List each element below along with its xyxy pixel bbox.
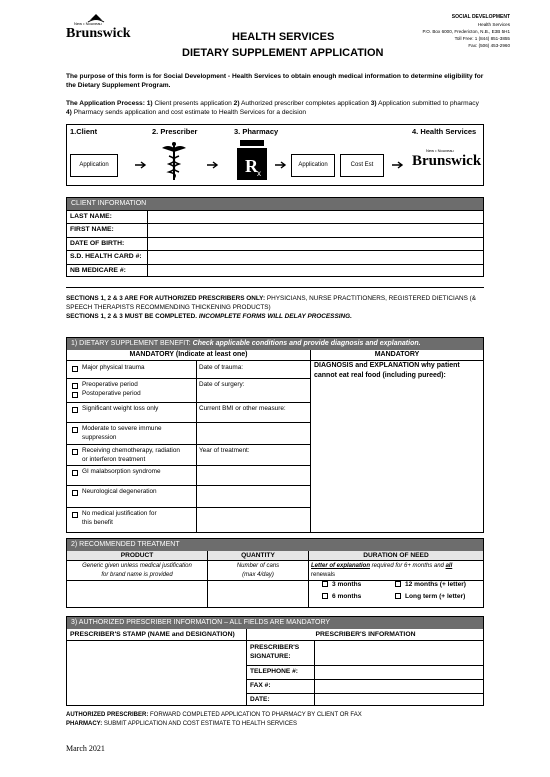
step-text: Client presents application — [154, 100, 232, 107]
section3-title-text: 3) AUTHORIZED PRESCRIBER INFORMATION – ALL FIELDS ARE MANDATORY — [71, 619, 331, 626]
section3-title — [67, 617, 483, 629]
revision-date: March 2021 — [66, 744, 105, 753]
logo-text: Brunswick — [412, 153, 482, 169]
section2-title-text: 2) RECOMMENDED TREATMENT — [71, 541, 180, 548]
signature-label-line: SIGNATURE: — [250, 653, 291, 660]
option-label: 6 months — [332, 593, 362, 600]
process-label: The Application Process: — [66, 100, 145, 107]
condition-label: Significant weight loss only — [82, 405, 159, 412]
quantity-header: QUANTITY — [241, 552, 275, 559]
divider — [67, 485, 310, 486]
step-text: Application submitted to pharmacy — [378, 100, 479, 107]
divider — [67, 507, 310, 508]
condition-label: Moderate to severe immune — [82, 425, 162, 432]
divider — [246, 629, 247, 706]
step-num: 1) — [146, 100, 153, 107]
nb-logo — [66, 12, 131, 41]
flow-step-health: 4. Health Services — [412, 127, 477, 136]
cost-estimate-doc-icon — [340, 154, 384, 177]
sections-note-bold: SECTIONS 1, 2 & 3 MUST BE COMPLETED. — [66, 313, 198, 320]
divider — [67, 444, 310, 445]
letter-of-explanation: Letter of explanation — [311, 563, 371, 569]
condition-checkbox[interactable] — [72, 427, 78, 433]
logo-text: Brunswick — [66, 26, 131, 41]
application-label: Application — [79, 162, 109, 168]
client-field-label: NB MEDICARE #: — [70, 266, 126, 274]
flow-step-prescriber: 2. Prescriber — [152, 127, 198, 136]
client-field-label: S.D. HEALTH CARD #: — [70, 253, 142, 261]
condition-label: Receiving chemotherapy, radiation — [82, 447, 180, 454]
divider — [67, 378, 310, 379]
flow-step-client: 1.Client — [70, 127, 98, 136]
checkbox[interactable] — [322, 593, 328, 599]
checkbox[interactable] — [395, 593, 401, 599]
product-header: PRODUCT — [120, 552, 154, 559]
dept-name: SOCIAL DEVELOPMENT — [451, 14, 510, 20]
client-field-input[interactable] — [148, 224, 483, 236]
divider — [67, 402, 310, 403]
section1-title-text: 1) DIETARY SUPPLEMENT BENEFIT: — [71, 340, 191, 347]
stamp-header: PRESCRIBER'S STAMP (NAME and DESIGNATION) — [70, 631, 235, 638]
form-title-line2: DIETARY SUPPLEMENT APPLICATION — [182, 47, 384, 59]
divider — [196, 361, 197, 533]
duration-12-months[interactable] — [395, 581, 466, 588]
condition-detail-label: Date of surgery: — [199, 381, 245, 388]
section1-title-instr: Check applicable conditions and provide diagnosis and explanation. — [192, 340, 421, 347]
divider — [67, 560, 483, 561]
condition-label: No medical justification for — [82, 510, 157, 517]
product-instr-line: Generic given unless medical justification — [82, 563, 192, 569]
duration-text: required for 6+ months and — [370, 563, 446, 569]
option-label: 12 months (+ letter) — [405, 581, 467, 588]
diagnosis-label: DIAGNOSIS and EXPLANATION why patient cannot eat real food (including pureed): — [314, 362, 460, 379]
divider — [67, 422, 310, 423]
qty-instr-line: Number of cans — [236, 563, 280, 569]
option-label: 3 months — [332, 581, 362, 588]
sections-note — [66, 294, 486, 321]
footer-text: FORWARD COMPLETED APPLICATION TO PHARMACY BY CLIENT OR FAX — [150, 712, 362, 718]
client-field-input[interactable] — [148, 251, 483, 263]
arrow-right-icon — [207, 161, 221, 169]
section1-title — [67, 338, 483, 350]
client-info-title — [67, 198, 483, 210]
option-label: Long term (+ letter) — [405, 593, 466, 600]
condition-checkbox[interactable] — [72, 449, 78, 455]
arrow-right-icon — [135, 161, 149, 169]
fax-label: FAX #: — [250, 682, 271, 689]
addr-line: Health Services — [477, 22, 510, 27]
section2-title — [67, 539, 483, 551]
footer-bold: AUTHORIZED PRESCRIBER: — [66, 712, 149, 718]
step-num: 2) — [233, 100, 240, 107]
step-text: Authorized prescriber completes application — [241, 100, 369, 107]
footer-instructions — [66, 711, 486, 729]
condition-label: this benefit — [82, 519, 113, 526]
condition-checkbox[interactable] — [72, 392, 78, 398]
duration-6-months[interactable] — [322, 593, 361, 600]
prescriber-stamp-field[interactable] — [67, 641, 246, 706]
telephone-label: TELEPHONE #: — [250, 668, 298, 675]
mandatory-right-header: MANDATORY — [374, 351, 420, 358]
condition-checkbox[interactable] — [72, 366, 78, 372]
addr-line: P.O. Box 6000, Fredericton, N.B., E3B 5H1 — [422, 29, 510, 34]
condition-label: suppression — [82, 434, 117, 441]
mandatory-left-header: MANDATORY (Indicate at least one) — [129, 351, 248, 358]
signature-label — [250, 643, 299, 661]
caduceus-icon — [160, 140, 188, 182]
client-field-input[interactable] — [148, 265, 483, 277]
sections-note-text: PHYSICIANS, NURSE PRACTITIONERS, REGISTERED DIETICIANS (& SPEECH THERAPISTS RECOMMENDING THICKENING PRODUCTS) — [66, 295, 477, 311]
date-field[interactable] — [315, 694, 483, 706]
duration-all: all — [445, 563, 453, 569]
divider — [147, 210, 148, 277]
condition-label: GI malabsorption syndrome — [82, 468, 161, 475]
nb-logo-flow — [412, 146, 482, 172]
product-instructions — [67, 562, 207, 580]
application-label: Application — [298, 162, 328, 168]
dept-address — [370, 14, 510, 49]
qty-instr-line: (max 4/day) — [242, 572, 274, 578]
duration-long-term[interactable] — [395, 593, 465, 600]
signature-field[interactable] — [315, 641, 483, 665]
step-num: 4) — [66, 109, 72, 116]
step-num: 3) — [370, 100, 377, 107]
condition-checkbox[interactable] — [72, 470, 78, 476]
arrow-right-icon — [392, 161, 406, 169]
client-field-input[interactable] — [148, 238, 483, 250]
divider — [66, 287, 484, 288]
product-instr-line: for brand name is provided — [101, 572, 173, 578]
addr-line: Fax: (506) 453-2960 — [468, 43, 510, 48]
step-text: Pharmacy sends application and cost estimate to Health Services for a decision — [73, 109, 307, 116]
condition-label: Postoperative period — [82, 390, 141, 397]
condition-label: Preoperative period — [82, 381, 138, 388]
condition-detail-label: Current BMI or other measure: — [199, 405, 286, 412]
checkbox[interactable] — [322, 581, 328, 587]
condition-detail-label: Year of treatment: — [199, 447, 250, 454]
prescriber-info-header: PRESCRIBER'S INFORMATION — [315, 631, 416, 638]
logo-small-text: New • Nouveau — [426, 148, 454, 153]
client-field-label: DATE OF BIRTH: — [70, 239, 125, 247]
condition-label: or interferon treatment — [82, 456, 146, 463]
condition-detail-label: Date of trauma: — [199, 364, 244, 371]
application-doc-icon — [291, 154, 335, 177]
condition-checkbox[interactable] — [72, 383, 78, 389]
client-field-label: FIRST NAME: — [70, 226, 114, 234]
checkbox[interactable] — [395, 581, 401, 587]
purpose-text: The purpose of this form is for Social Development - Health Services to obtain enough medical information to determine eligibility for the Dietary Supplement Program. — [66, 73, 484, 89]
arrow-right-icon — [275, 161, 289, 169]
client-info-title-text: CLIENT INFORMATION — [71, 200, 147, 207]
flow-step-pharmacy: 3. Pharmacy — [234, 127, 279, 136]
sections-note-bold: SECTIONS 1, 2 & 3 ARE FOR AUTHORIZED PRESCRIBERS ONLY: — [66, 295, 266, 302]
process-text — [66, 99, 486, 117]
svg-text:x: x — [257, 169, 261, 178]
divider — [67, 465, 310, 466]
quantity-instructions — [208, 562, 308, 580]
signature-label-line: PRESCRIBER'S — [250, 644, 300, 651]
client-field-label: LAST NAME: — [70, 213, 112, 220]
cost-estimate-label: Cost Est — [350, 162, 374, 168]
condition-label: Neurological degeneration — [82, 488, 157, 495]
rx-bottle-icon — [232, 138, 272, 182]
duration-text: renewals — [311, 572, 336, 578]
svg-text:R: R — [245, 156, 258, 176]
client-field-input[interactable] — [148, 211, 483, 223]
duration-3-months[interactable] — [322, 581, 361, 588]
footer-text: SUBMIT APPLICATION AND COST ESTIMATE TO HEALTH SERVICES — [103, 721, 298, 727]
duration-header: DURATION OF NEED — [363, 552, 429, 559]
condition-label: Major physical trauma — [82, 364, 145, 371]
date-label: DATE: — [250, 696, 270, 703]
sections-note-italic: INCOMPLETE FORMS WILL DELAY PROCESSING. — [198, 313, 352, 320]
duration-instructions — [311, 562, 483, 580]
condition-checkbox[interactable] — [72, 490, 78, 496]
footer-bold: PHARMACY: — [66, 721, 103, 727]
divider — [310, 350, 311, 533]
condition-checkbox[interactable] — [72, 512, 78, 518]
fax-field[interactable] — [315, 680, 483, 693]
application-doc-icon — [70, 154, 118, 177]
addr-line: Toll Free: 1 (844) 851-3855 — [454, 36, 510, 41]
condition-checkbox[interactable] — [72, 407, 78, 413]
telephone-field[interactable] — [315, 666, 483, 679]
logo-small-text: New • Nouveau — [74, 21, 102, 26]
form-title-line1: HEALTH SERVICES — [232, 31, 335, 43]
